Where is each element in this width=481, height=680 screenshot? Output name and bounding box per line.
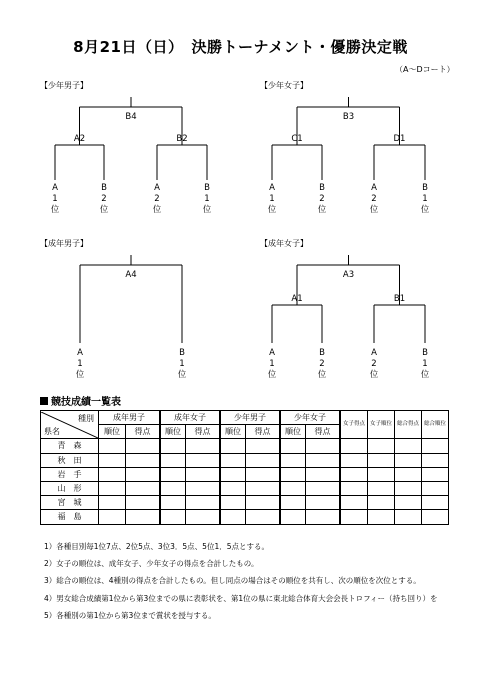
leaf-label: 2 xyxy=(154,194,160,204)
note-item: 2）女子の順位は、成年女子、少年女子の得点を合計したもの。 xyxy=(44,559,259,569)
leaf-label: 2 xyxy=(319,194,325,204)
sub-header-rank: 順位 xyxy=(160,425,186,439)
sub-header-points: 得点 xyxy=(186,425,221,439)
sub-header-rank: 順位 xyxy=(280,425,306,439)
leaf-label: 1 xyxy=(422,194,428,204)
leaf-label: 1 xyxy=(52,194,58,204)
notes xyxy=(44,538,437,624)
leaf-label: A xyxy=(371,183,377,193)
extra-header: 女子順位 xyxy=(368,411,395,439)
table-row xyxy=(41,467,449,481)
leaf-label: 位 xyxy=(317,205,327,215)
semi-match-label: B1 xyxy=(393,294,406,304)
leaf-label: 位 xyxy=(152,205,162,215)
leaf-label: 2 xyxy=(101,194,107,204)
prefecture-cell: 福 島 xyxy=(41,510,99,524)
leaf-label: 1 xyxy=(269,194,275,204)
leaf-label: A xyxy=(371,348,377,358)
square-bullet-icon xyxy=(40,397,48,405)
corner-cell xyxy=(41,411,99,439)
semi-match-label: A1 xyxy=(291,294,303,304)
extra-header: 総合順位 xyxy=(422,411,449,439)
table-row xyxy=(41,510,449,524)
bracket-label-men: 【成年男子】 xyxy=(40,239,88,248)
semi-match-label: A2 xyxy=(73,134,86,144)
leaf-label: B xyxy=(179,348,185,358)
sub-header-points: 得点 xyxy=(246,425,281,439)
leaf-label: 位 xyxy=(420,370,430,380)
corner-prefecture-label: 県名 xyxy=(44,426,60,436)
prefecture-cell: 青 森 xyxy=(41,439,99,453)
leaf-label: 2 xyxy=(371,359,377,369)
group-header: 少年女子 xyxy=(280,411,340,425)
leaf-label: B xyxy=(319,348,325,358)
leaf-label: B xyxy=(422,348,428,358)
group-header: 少年男子 xyxy=(220,411,280,425)
prefecture-cell: 秋 田 xyxy=(41,453,99,467)
final-match-label: A3 xyxy=(342,270,355,280)
leaf-label: 位 xyxy=(267,205,277,215)
leaf-label: 2 xyxy=(319,359,325,369)
prefecture-cell: 山 形 xyxy=(41,481,99,495)
leaf-label: 1 xyxy=(179,359,185,369)
leaf-label: 位 xyxy=(75,370,85,380)
leaf-label: 位 xyxy=(369,205,379,215)
sub-header-points: 得点 xyxy=(306,425,341,439)
prefecture-cell: 宮 城 xyxy=(41,496,99,510)
leaf-label: B xyxy=(422,183,428,193)
extra-header: 総合得点 xyxy=(395,411,422,439)
prefecture-cell: 岩 手 xyxy=(41,467,99,481)
semi-match-label: C1 xyxy=(291,134,303,144)
table-row xyxy=(41,496,449,510)
leaf-label: 1 xyxy=(77,359,83,369)
bracket-label-women: 【成年女子】 xyxy=(260,239,308,248)
leaf-label: A xyxy=(52,183,58,193)
results-table-heading-text: 競技成績一覧表 xyxy=(51,397,121,408)
leaf-label: 1 xyxy=(422,359,428,369)
leaf-label: A xyxy=(269,348,275,358)
note-item: 1）各種目別毎1位7点、2位5点、3位3．5点、5位1．5点とする。 xyxy=(44,542,269,551)
leaf-label: A xyxy=(154,183,160,193)
group-header: 成年女子 xyxy=(160,411,220,425)
sub-header-rank: 順位 xyxy=(220,425,246,439)
final-match-label: B4 xyxy=(125,112,137,122)
leaf-label: A xyxy=(269,183,275,193)
leaf-label: 位 xyxy=(202,205,212,215)
leaf-label: 位 xyxy=(99,205,109,215)
leaf-label: 位 xyxy=(177,370,187,380)
leaf-label: B xyxy=(319,183,325,193)
leaf-label: B xyxy=(101,183,107,193)
group-header: 成年男子 xyxy=(99,411,161,425)
results-table-heading xyxy=(40,393,121,408)
results-table xyxy=(40,410,449,525)
final-match-label: A4 xyxy=(125,270,137,280)
leaf-label: 位 xyxy=(317,370,327,380)
note-item: 5）各種別の第1位から第3位まで賞状を授与する。 xyxy=(44,610,216,620)
leaf-label: 位 xyxy=(50,205,60,215)
table-row xyxy=(41,439,449,453)
leaf-label: 位 xyxy=(420,205,430,215)
leaf-label: 位 xyxy=(369,370,379,380)
leaf-label: 位 xyxy=(267,370,277,380)
leaf-label: 1 xyxy=(204,194,210,204)
table-row xyxy=(41,481,449,495)
leaf-label: 2 xyxy=(371,194,377,204)
semi-match-label: D1 xyxy=(393,134,406,144)
leaf-label: A xyxy=(77,348,83,358)
bracket-label-boys-youth: 【少年男子】 xyxy=(40,81,88,90)
bracket-label-girls-youth: 【少年女子】 xyxy=(260,81,308,90)
semi-match-label: B2 xyxy=(176,134,188,144)
sub-header-points: 得点 xyxy=(126,425,161,439)
final-match-label: B3 xyxy=(342,112,355,122)
corner-type-label: 種別 xyxy=(78,413,94,423)
sub-header-rank: 順位 xyxy=(99,425,126,439)
extra-header: 女子得点 xyxy=(340,411,368,439)
leaf-label: B xyxy=(204,183,210,193)
note-item: 4）男女総合成績第1位から第3位までの県に表彰状を、第1位の県に東北総合体育大会会長トロフィー（持ち回り）を xyxy=(44,593,438,603)
table-row xyxy=(41,453,449,467)
page-title: 8月21日（日） 決勝トーナメント・優勝決定戦 xyxy=(73,38,408,56)
note-item: 3）総合の順位は、4種別の得点を合計したもの。但し同点の場合はその順位を共有し、次の順位を次位とする。 xyxy=(44,576,421,586)
page-subtitle: （A～Dコート） xyxy=(395,65,455,74)
leaf-label: 1 xyxy=(269,359,275,369)
